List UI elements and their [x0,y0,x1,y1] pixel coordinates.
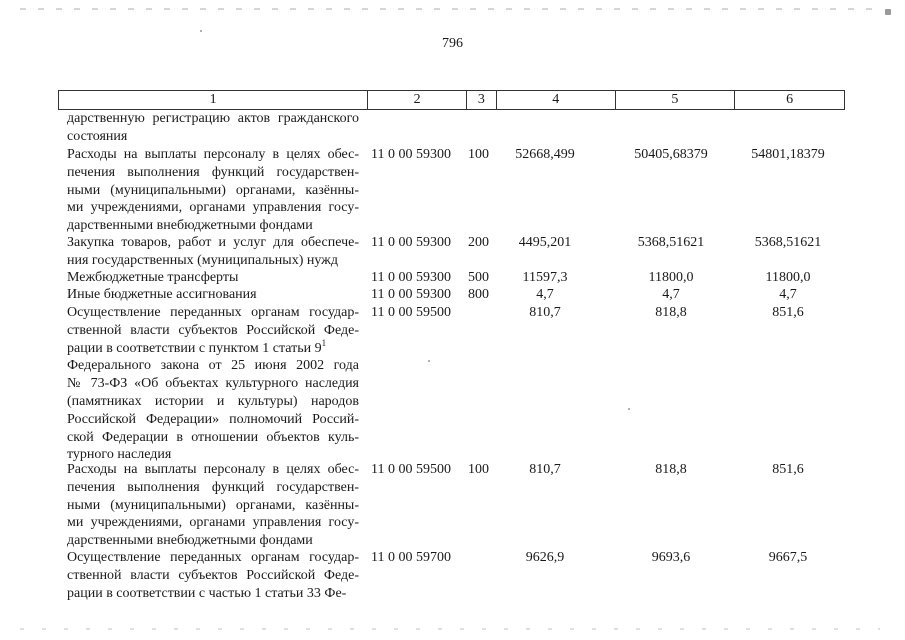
row-description-line: дарственными внебюджетными фондами [67,218,313,234]
row-value-col6: 851,6 [772,462,804,477]
row-description-line: Расходы на выплаты персоналу в целях обес- [67,147,359,162]
row-description-line: дарственную регистрацию актов гражданского [67,111,359,126]
scan-artifact-top [20,8,880,10]
header-col-4: 4 [496,91,615,109]
header-col-5: 5 [615,91,735,109]
footnote-superscript: 1 [321,337,327,348]
row-value-col5: 50405,68379 [634,147,708,162]
row-description-line: турного наследия [67,447,172,463]
scan-artifact-bottom [20,628,880,630]
row-description-line: Федерального закона от 25 июня 2002 года [67,358,359,374]
row-value-col6: 9667,5 [768,550,808,565]
row-expense-type: 500 [468,270,489,285]
row-code: 11 0 00 59300 [371,270,451,285]
header-col-6: 6 [734,91,844,109]
scan-speck [628,408,630,410]
row-description-line: ными (муниципальными) органами, казённы- [67,497,359,513]
row-value-col6: 5368,51621 [754,235,822,250]
row-description-line: ми учреждениями, органами управления госу- [67,200,359,216]
row-description-line: рации в соответствии с пунктом 1 статьи $9^1$ [67,337,327,356]
row-code: 11 0 00 59300 [371,287,451,302]
row-description-line: ния государственных (муниципальных) нужд [67,252,338,268]
row-code: 11 0 00 59500 [371,305,451,320]
row-description-line: Расходы на выплаты персоналу в целях обес- [67,462,359,477]
row-expense-type: 200 [468,235,489,250]
row-value-col5: 818,8 [655,462,687,477]
row-code: 11 0 00 59700 [371,550,451,565]
row-value-col5: 4,7 [662,287,680,302]
row-description-line: Закупка товаров, работ и услуг для обеспече- [67,235,359,250]
row-description-line: (памятниках истории и культуры) народов [67,394,359,409]
scan-speck [428,360,430,362]
page-number: 796 [442,36,463,51]
row-description-line: рации в соответствии с частью 1 статьи 33 Фе- [67,585,347,601]
row-description-line: дарственными внебюджетными фондами [67,533,313,549]
row-description-line: Осуществление переданных органам государ- [67,305,359,320]
row-value-col4: 9626,9 [525,550,565,565]
row-value-col6: 4,7 [779,287,797,302]
row-value-col6: 11800,0 [765,270,811,285]
row-value-col6: 54801,18379 [751,147,825,162]
row-value-col4: 4495,201 [518,235,572,250]
row-expense-type: 100 [468,147,489,162]
scan-speck [200,30,202,32]
row-code: 11 0 00 59300 [371,147,451,162]
row-value-col4: 4,7 [536,287,554,302]
row-value-col5: 9693,6 [651,550,691,565]
row-value-col5: 11800,0 [648,270,694,285]
row-value-col6: 851,6 [772,305,804,320]
row-description-line: ской Федерации в отношении объектов куль- [67,429,359,445]
scan-speck [885,9,891,15]
row-code: 11 0 00 59500 [371,462,451,477]
header-col-3: 3 [466,91,496,109]
row-description-line: ственной власти субъектов Российской Феде- [67,567,359,583]
row-value-col4: 810,7 [529,462,561,477]
row-value-col5: 818,8 [655,305,687,320]
header-col-2: 2 [367,91,466,109]
row-description-line: печения выполнения функций государствен- [67,479,359,495]
row-description-line: ственной власти субъектов Российской Феде- [67,322,359,338]
row-description-line: Осуществление переданных органам государ- [67,550,359,565]
row-value-col4: 810,7 [529,305,561,320]
table-header [58,90,845,110]
row-description-line: ми учреждениями, органами управления госу- [67,515,359,531]
row-description-line: Российской Федерации» полномочий Россий- [67,411,359,427]
row-description-line: состояния [67,128,128,144]
row-description-line: печения выполнения функций государствен- [67,164,359,180]
row-code: 11 0 00 59300 [371,235,451,250]
header-col-1: 1 [209,92,217,107]
row-expense-type: 800 [468,287,489,302]
row-description-line: Межбюджетные трансферты [67,270,239,285]
row-value-col5: 5368,51621 [637,235,705,250]
row-value-col4: 52668,499 [515,147,575,162]
row-expense-type: 100 [468,462,489,477]
row-description-line: Иные бюджетные ассигнования [67,287,257,302]
row-value-col4: 11597,3 [522,270,568,285]
row-description-line: № 73-ФЗ «Об объектах культурного наследия [67,376,359,392]
row-description-line: ными (муниципальными) органами, казённы- [67,182,359,198]
